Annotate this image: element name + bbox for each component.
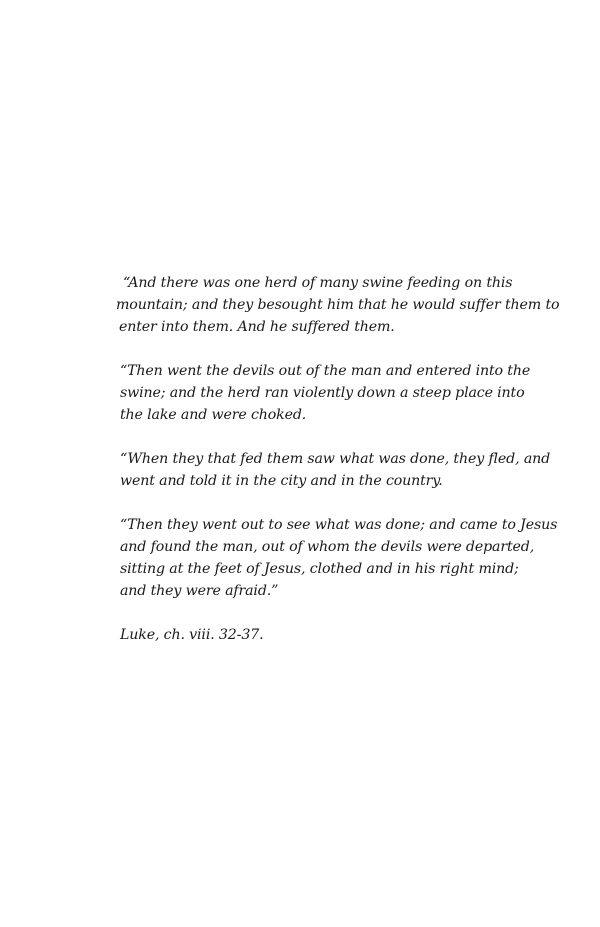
verse-line: “When they that fed them saw what was done, they fled, and (120, 451, 551, 467)
verse-stanza (116, 360, 536, 426)
verse-line: and they were afraid.” (120, 583, 279, 599)
verse-stanza (116, 272, 560, 338)
verse-line: swine; and the herd ran violently down a steep place into (120, 385, 525, 401)
epigraph (116, 272, 560, 646)
verse-line: went and told it in the city and in the country. (120, 473, 443, 489)
verse-line: “And there was one herd of many swine feeding on this (123, 275, 513, 291)
verse-stanza (116, 448, 551, 492)
verse-line: “Then they went out to see what was done; and came to Jesus (120, 517, 558, 533)
verse-stanza (116, 514, 558, 602)
verse-line: the lake and were choked. (120, 407, 307, 423)
verse-line: sitting at the feet of Jesus, clothed and in his right mind; (120, 561, 519, 577)
verse-line: and found the man, out of whom the devils were departed, (120, 539, 535, 555)
verse-line: mountain; and they besought him that he would suffer them to (116, 297, 560, 313)
scripture-citation: Luke, ch. viii. 32-37. (120, 627, 264, 643)
verse-line: enter into them. And he suffered them. (119, 319, 395, 335)
verse-line: “Then went the devils out of the man and entered into the (120, 363, 531, 379)
